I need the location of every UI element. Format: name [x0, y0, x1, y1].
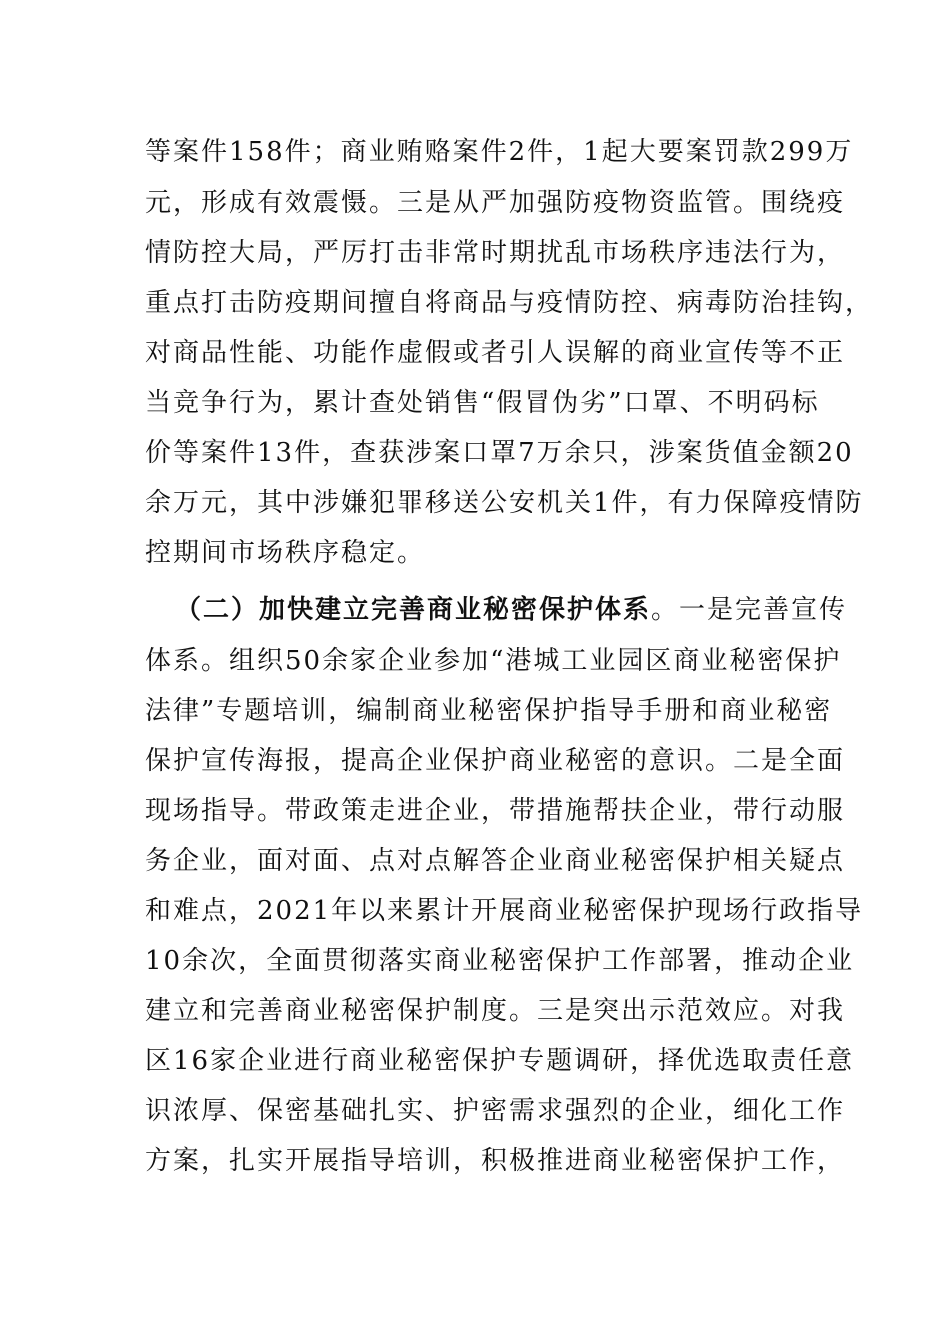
paragraph-line: 元，形成有效震慑。三是从严加强防疫物资监管。围绕疫: [145, 188, 846, 218]
paragraph-line: 务企业，面对面、点对点解答企业商业秘密保护相关疑点: [145, 846, 846, 876]
paragraph-line: 当竞争行为，累计查处销售“假冒伪劣”口罩、不明码标: [145, 388, 820, 418]
paragraph-line: 区16家企业进行商业秘密保护专题调研，择优选取责任意: [145, 1046, 855, 1076]
paragraph-line: 重点打击防疫期间擅自将商品与疫情防控、病毒防治挂钩，: [145, 288, 874, 318]
paragraph-line: 保护宣传海报，提高企业保护商业秘密的意识。二是全面: [145, 746, 846, 776]
section-heading-tail: 。一是完善宣传: [651, 595, 848, 625]
paragraph-line: 价等案件13件，查获涉案口罩7万余只，涉案货值金额20: [145, 438, 854, 468]
paragraph-line: 控期间市场秩序稳定。: [145, 538, 426, 568]
paragraph-line: 情防控大局，严厉打击非常时期扰乱市场秩序违法行为，: [145, 238, 846, 268]
paragraph-line: 对商品性能、功能作虚假或者引人误解的商业宣传等不正: [145, 338, 846, 368]
section-heading-line: [175, 595, 848, 625]
section-heading: （二）加快建立完善商业秘密保护体系: [175, 595, 652, 625]
paragraph-line: 建立和完善商业秘密保护制度。三是突出示范效应。对我: [145, 996, 846, 1026]
paragraph-line: 余万元，其中涉嫌犯罪移送公安机关1件，有力保障疫情防: [145, 488, 864, 518]
paragraph-line: 等案件158件；商业贿赂案件2件，1起大要案罚款299万: [145, 137, 854, 167]
paragraph-line: 现场指导。带政策走进企业，带措施帮扶企业，带行动服: [145, 796, 846, 826]
paragraph-line: 10余次，全面贯彻落实商业秘密保护工作部署，推动企业: [145, 946, 855, 976]
paragraph-line: 体系。组织50余家企业参加“港城工业园区商业秘密保护: [145, 646, 842, 676]
paragraph-line: 和难点，2021年以来累计开展商业秘密保护现场行政指导: [145, 896, 864, 926]
paragraph-line: 方案，扎实开展指导培训，积极推进商业秘密保护工作，: [145, 1146, 846, 1176]
paragraph-line: 识浓厚、保密基础扎实、护密需求强烈的企业，细化工作: [145, 1096, 846, 1126]
paragraph-line: 法律”专题培训，编制商业秘密保护指导手册和商业秘密: [145, 696, 833, 726]
